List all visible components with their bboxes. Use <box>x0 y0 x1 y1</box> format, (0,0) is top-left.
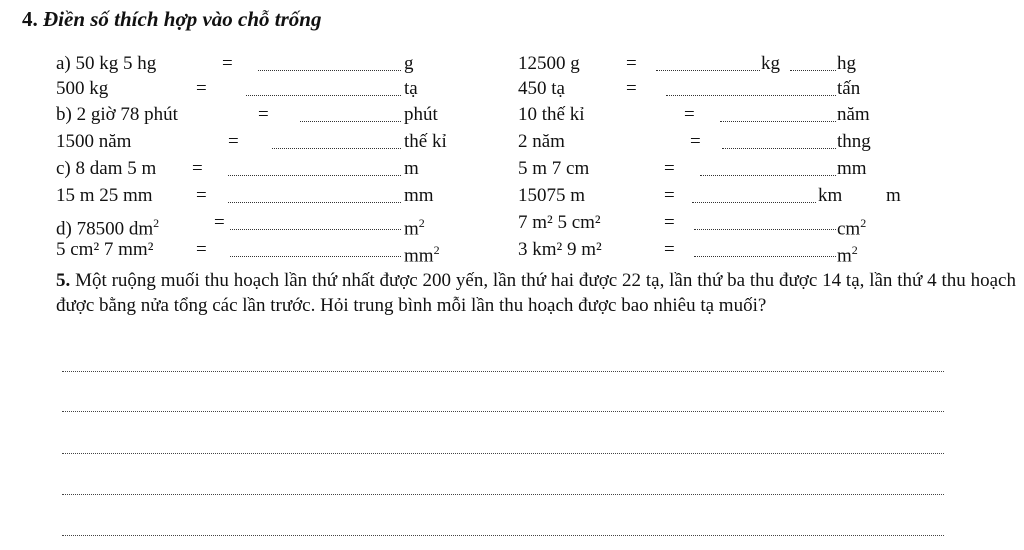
left-unit <box>404 238 440 268</box>
left-unit: m <box>404 158 419 179</box>
right-expression: 7 m² 5 cm² <box>518 212 601 233</box>
right-expression: 450 tạ <box>518 78 565 99</box>
right-expression: 2 năm <box>518 131 565 152</box>
answer-line-1[interactable] <box>62 370 944 372</box>
answer-blank[interactable] <box>694 232 836 257</box>
left-equals: = <box>196 185 207 206</box>
answer-line-4[interactable] <box>62 493 944 495</box>
right-unit-sup: 2 <box>860 216 867 230</box>
left-expression: c) 8 dam 5 m <box>56 158 157 179</box>
right-expression: 12500 g <box>518 53 580 74</box>
left-expression-sup: 2 <box>153 216 160 230</box>
answer-blank[interactable] <box>230 232 401 257</box>
section-4-heading: Điền số thích hợp vào chỗ trống <box>43 7 322 31</box>
answer-blank[interactable] <box>246 71 401 96</box>
exercise-row-2 <box>0 77 1024 101</box>
right-unit-2: m <box>886 185 901 206</box>
left-expression: 15 m 25 mm <box>56 185 153 206</box>
left-unit <box>404 211 425 241</box>
right-equals: = <box>626 78 637 99</box>
left-expression: 5 cm² 7 mm² <box>56 239 154 260</box>
section-5-text: Một ruộng muối thu hoạch lần thứ nhất được 200 yến, lần thứ hai được 22 tạ, lần thứ ba thu được 14 tạ, lần thứ 4 thu hoạch được bằng nửa tổng các lần trước. Hỏi trung bình mỗi lần thu hoạch được bao nhiêu tạ muối? <box>56 270 1016 316</box>
left-expression: a) 50 kg 5 hg <box>56 53 157 74</box>
section-4-number: 4. <box>22 7 38 31</box>
exercise-row-6 <box>0 184 1024 208</box>
left-expression: 1500 năm <box>56 131 132 152</box>
left-expression: 500 kg <box>56 78 109 99</box>
answer-blank[interactable] <box>258 46 401 71</box>
left-unit-text: m <box>404 218 419 240</box>
left-expression <box>56 211 159 241</box>
right-unit: mm <box>837 158 867 179</box>
answer-blank[interactable] <box>666 71 836 96</box>
right-equals: = <box>664 212 675 233</box>
exercise-row-8 <box>0 238 1024 267</box>
section-5-problem <box>56 268 1016 318</box>
section-4-title <box>22 6 321 32</box>
right-unit-text: m <box>837 245 852 267</box>
right-unit <box>837 211 866 241</box>
left-equals: = <box>228 131 239 152</box>
exercise-row-3 <box>0 103 1024 127</box>
answer-blank[interactable] <box>230 205 401 230</box>
answer-blank[interactable] <box>720 97 836 122</box>
left-unit: g <box>404 53 414 74</box>
answer-blank[interactable] <box>656 46 760 71</box>
left-equals: = <box>222 53 233 74</box>
section-5-number: 5. <box>56 270 71 291</box>
answer-blank[interactable] <box>790 46 836 71</box>
exercise-row-1 <box>0 52 1024 76</box>
answer-line-2[interactable] <box>62 410 944 412</box>
answer-blank[interactable] <box>228 151 401 176</box>
answer-blank[interactable] <box>300 97 401 122</box>
left-equals: = <box>214 212 225 233</box>
left-unit-sup: 2 <box>433 243 440 257</box>
right-equals: = <box>664 239 675 260</box>
right-unit: kg <box>761 53 780 74</box>
left-unit: phút <box>404 104 438 125</box>
left-equals: = <box>258 104 269 125</box>
right-expression: 15075 m <box>518 185 586 206</box>
answer-blank[interactable] <box>272 124 401 149</box>
left-expression-text: d) 78500 dm <box>56 218 154 240</box>
right-unit-2: hg <box>837 53 856 74</box>
answer-blank[interactable] <box>692 178 816 203</box>
answer-line-5[interactable] <box>62 534 944 536</box>
right-expression: 10 thế kỉ <box>518 104 585 125</box>
right-unit-sup: 2 <box>851 243 858 257</box>
answer-blank[interactable] <box>722 124 836 149</box>
answer-blank[interactable] <box>700 151 836 176</box>
left-unit: mm <box>404 185 434 206</box>
left-equals: = <box>192 158 203 179</box>
right-equals: = <box>626 53 637 74</box>
left-unit-sup: 2 <box>418 216 425 230</box>
left-unit: tạ <box>404 78 418 99</box>
answer-line-3[interactable] <box>62 452 944 454</box>
right-unit <box>837 238 858 268</box>
exercise-row-5 <box>0 157 1024 181</box>
right-equals: = <box>664 185 675 206</box>
left-unit: thế kỉ <box>404 131 447 152</box>
right-unit: thng <box>837 131 871 152</box>
right-expression: 3 km² 9 m² <box>518 239 602 260</box>
right-unit: năm <box>837 104 870 125</box>
right-equals: = <box>684 104 695 125</box>
exercise-row-4 <box>0 130 1024 154</box>
left-expression: b) 2 giờ 78 phút <box>56 104 178 125</box>
right-unit: tấn <box>837 78 861 99</box>
exercise-row-7 <box>0 211 1024 240</box>
right-expression: 5 m 7 cm <box>518 158 590 179</box>
left-unit-text: mm <box>404 245 434 267</box>
right-equals: = <box>690 131 701 152</box>
left-equals: = <box>196 239 207 260</box>
answer-blank[interactable] <box>694 205 836 230</box>
right-equals: = <box>664 158 675 179</box>
answer-blank[interactable] <box>228 178 401 203</box>
left-equals: = <box>196 78 207 99</box>
right-unit: km <box>818 185 843 206</box>
right-unit-text: cm <box>837 218 861 240</box>
